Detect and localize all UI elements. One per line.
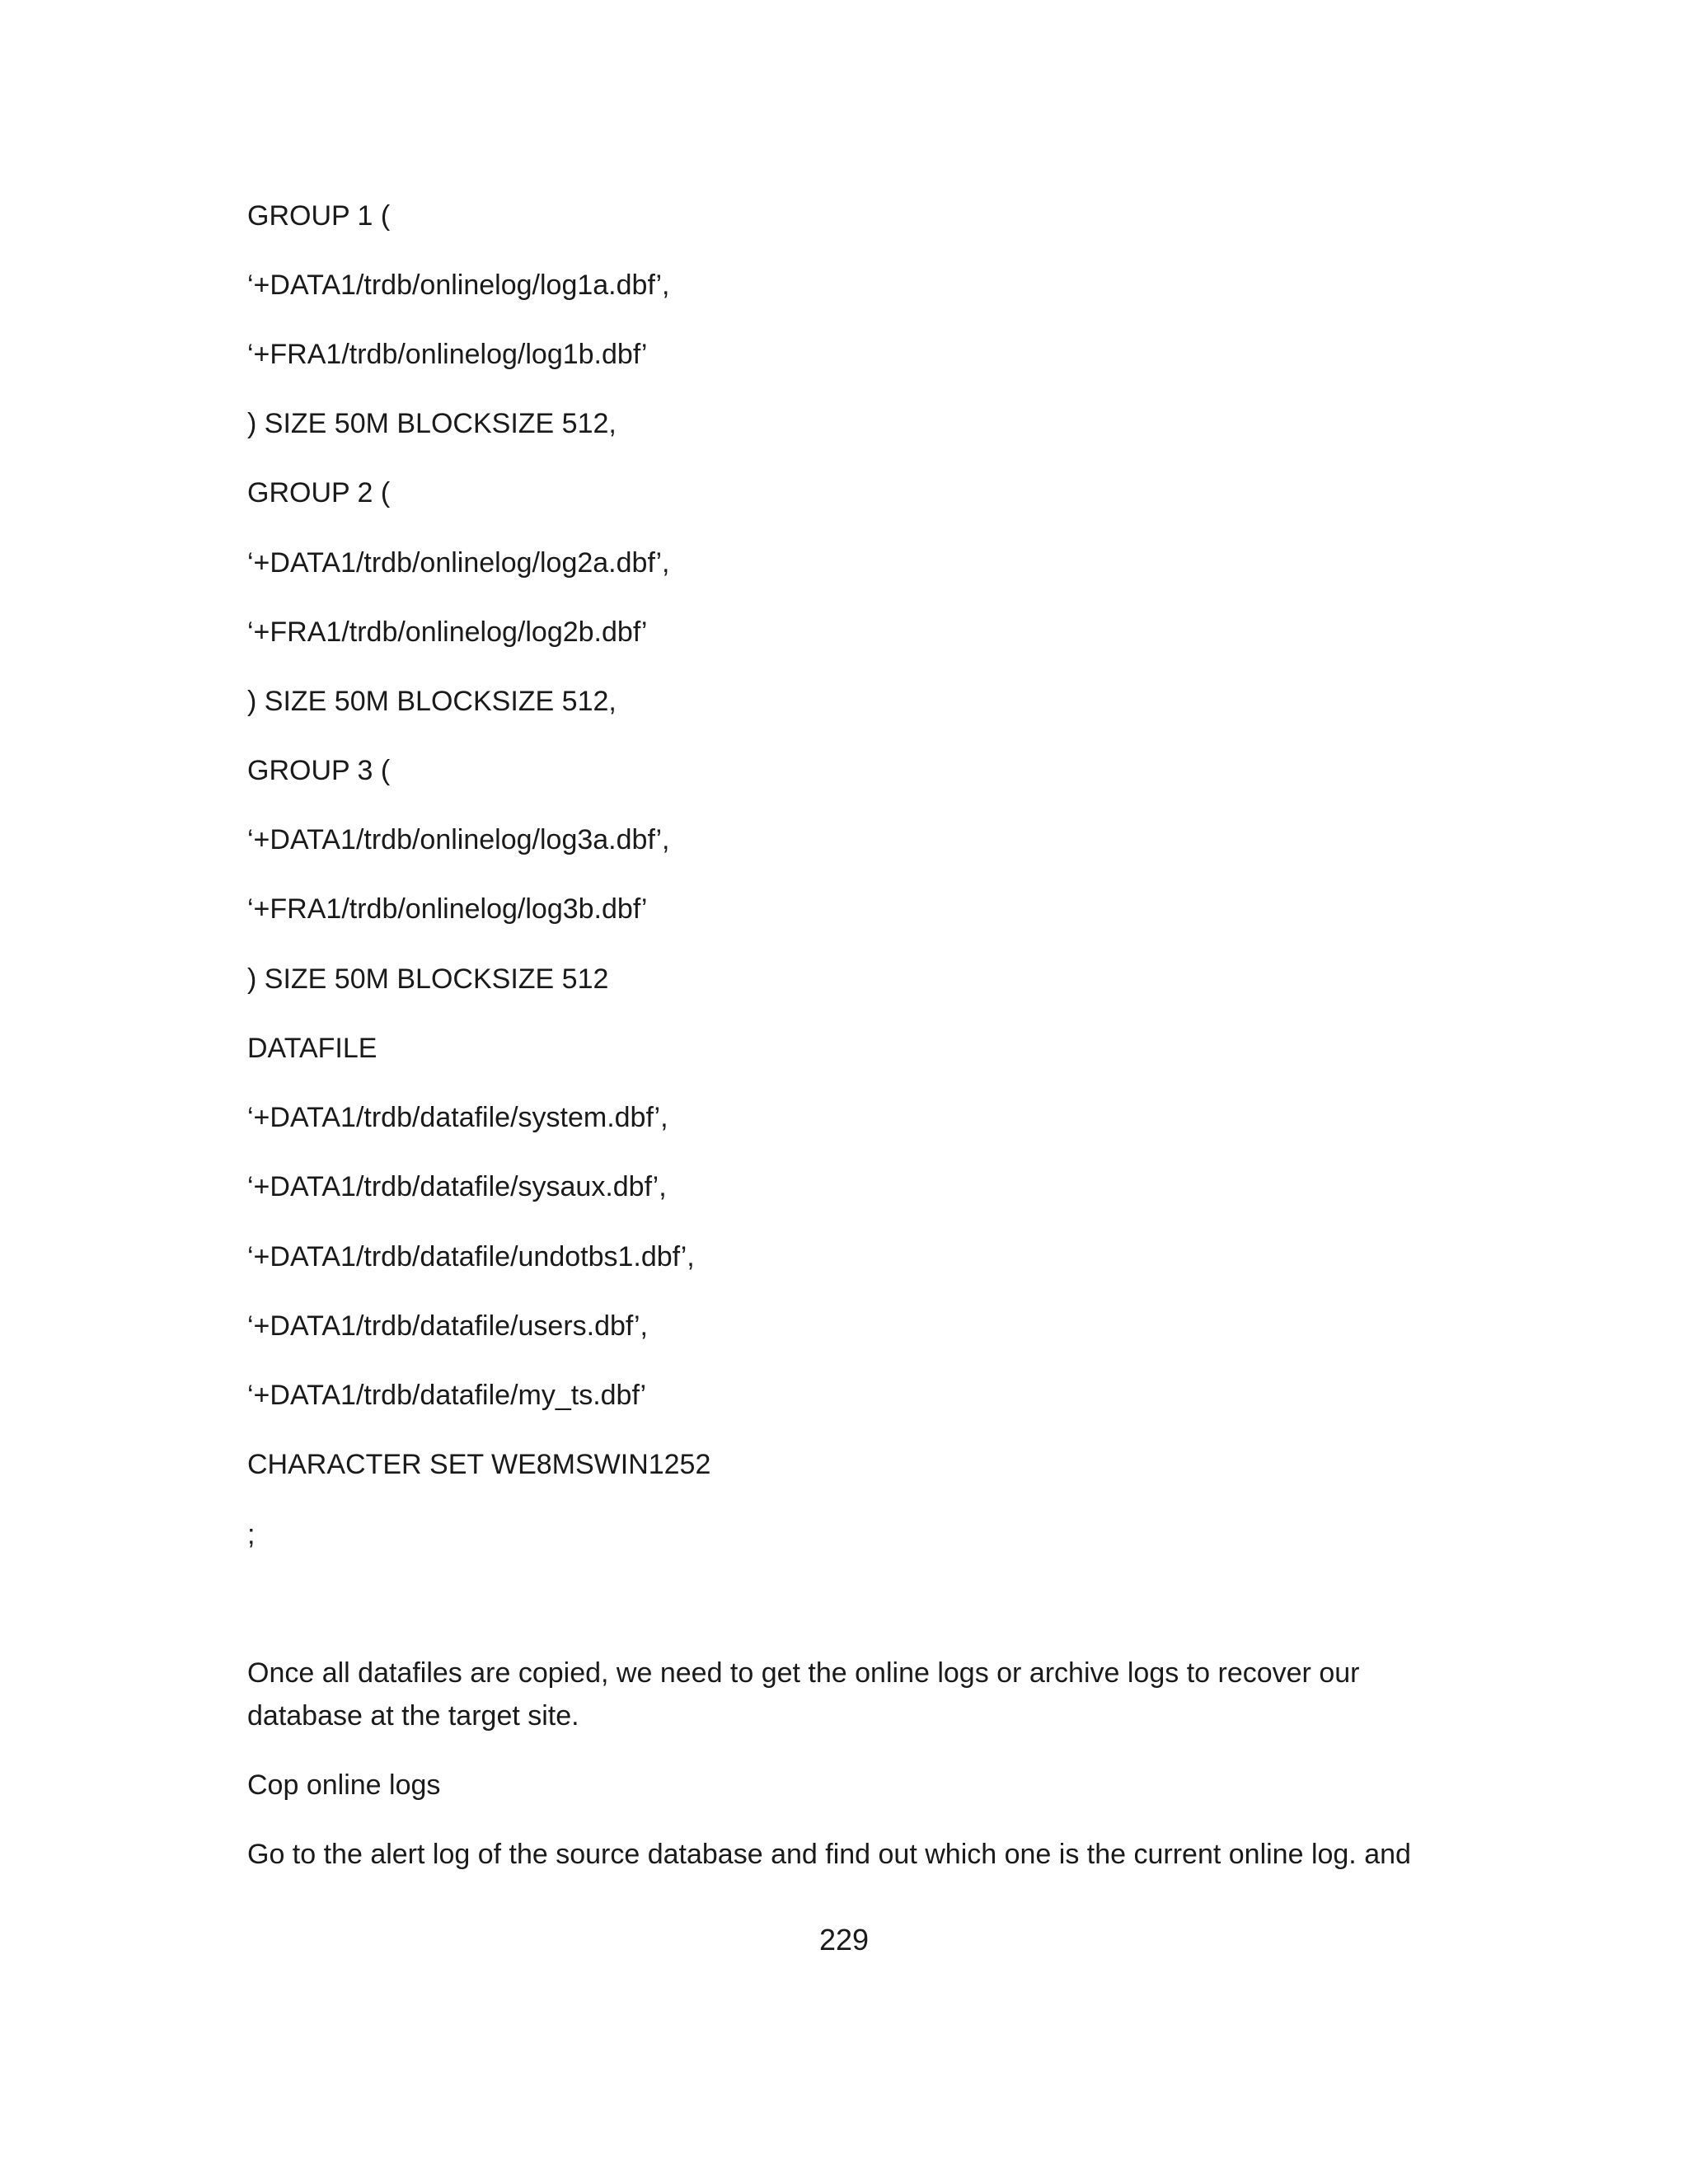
code-line: ‘+DATA1/trdb/datafile/undotbs1.dbf’,	[247, 1241, 695, 1272]
code-line: CHARACTER SET WE8MSWIN1252	[247, 1449, 711, 1480]
code-line: ‘+DATA1/trdb/datafile/users.dbf’,	[247, 1310, 648, 1342]
code-line: ;	[247, 1519, 256, 1550]
body-paragraph: Go to the alert log of the source database and find out which one is the current online log. and	[247, 1839, 1411, 1870]
code-line: ‘+DATA1/trdb/onlinelog/log3a.dbf’,	[247, 824, 670, 855]
page-number: 229	[818, 1923, 870, 1957]
code-line: ‘+FRA1/trdb/onlinelog/log3b.dbf’	[247, 893, 648, 925]
code-line: ‘+DATA1/trdb/datafile/my_ts.dbf’	[247, 1380, 647, 1411]
code-line: ‘+FRA1/trdb/onlinelog/log1b.dbf’	[247, 339, 648, 370]
body-paragraph: Cop online logs	[247, 1769, 441, 1801]
code-line: ) SIZE 50M BLOCKSIZE 512	[247, 963, 609, 995]
code-line: DATAFILE	[247, 1033, 377, 1064]
code-line: ‘+FRA1/trdb/onlinelog/log2b.dbf’	[247, 616, 648, 648]
code-line: GROUP 3 (	[247, 755, 391, 786]
code-line: GROUP 2 (	[247, 477, 391, 509]
code-line: ‘+DATA1/trdb/datafile/sysaux.dbf’,	[247, 1171, 667, 1202]
code-line: GROUP 1 (	[247, 200, 391, 232]
code-line: ‘+DATA1/trdb/onlinelog/log1a.dbf’,	[247, 269, 670, 301]
code-line: ‘+DATA1/trdb/datafile/system.dbf’,	[247, 1102, 668, 1133]
code-line: ) SIZE 50M BLOCKSIZE 512,	[247, 408, 617, 439]
code-line: ‘+DATA1/trdb/onlinelog/log2a.dbf’,	[247, 547, 670, 579]
code-line: ) SIZE 50M BLOCKSIZE 512,	[247, 686, 617, 717]
body-paragraph: Once all datafiles are copied, we need to get the online logs or archive logs to recover our database at the target site.	[247, 1657, 1360, 1732]
